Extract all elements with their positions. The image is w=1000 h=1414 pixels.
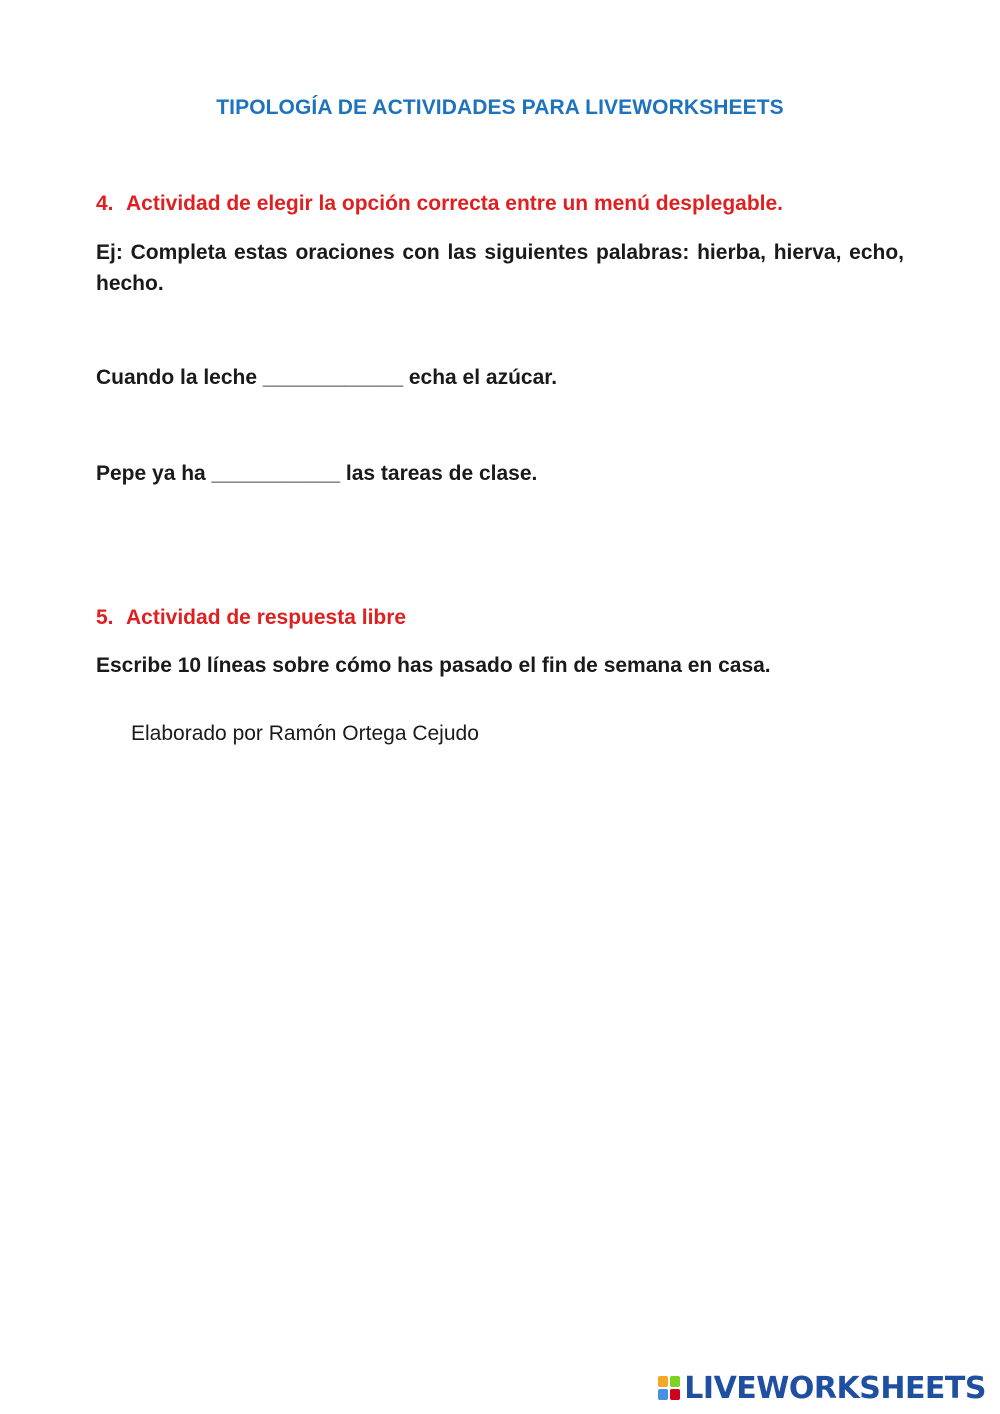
section-4-instruction: Ej: Completa estas oraciones con las siguientes palabras: hierba, hierva, echo, hecho. [96, 241, 904, 295]
sentence-1: Cuando la leche ____________ echa el azúcar. [96, 366, 558, 389]
section-5-number: 5. [96, 606, 114, 629]
section-5-heading-text: Actividad de respuesta libre [126, 606, 407, 629]
section-5-heading [96, 606, 406, 630]
liveworksheets-logo [658, 1370, 986, 1406]
logo-square-2 [670, 1376, 680, 1387]
logo-square-3 [658, 1389, 668, 1400]
section-4-number: 4. [96, 192, 114, 215]
logo-square-1 [658, 1376, 668, 1387]
author-credit: Elaborado por Ramón Ortega Cejudo [131, 722, 479, 745]
page-title: TIPOLOGÍA DE ACTIVIDADES PARA LIVEWORKSHEETS [216, 96, 784, 119]
section-4-heading-text: Actividad de elegir la opción correcta entre un menú desplegable. [126, 192, 784, 215]
sentence-2: Pepe ya ha ___________ las tareas de clase. [96, 462, 538, 485]
section-5-instruction: Escribe 10 líneas sobre cómo has pasado el fin de semana en casa. [96, 654, 771, 677]
liveworksheets-logo-icon [658, 1376, 680, 1400]
section-4-heading [96, 192, 783, 216]
logo-square-4 [670, 1389, 680, 1400]
liveworksheets-logo-text: LIVEWORKSHEETS [684, 1370, 986, 1406]
